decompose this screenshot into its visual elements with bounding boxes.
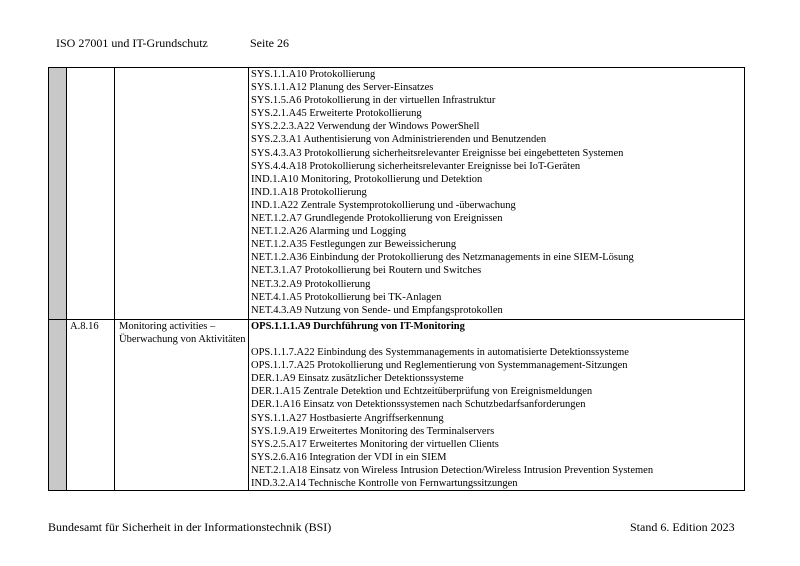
requirement-item: IND.3.2.A14 Technische Kontrolle von Fernwartungssitzungen (251, 478, 518, 490)
header-document-title: ISO 27001 und IT-Grundschutz (56, 36, 208, 50)
requirement-item: IND.1.A22 Zentrale Systemprotokollierung und -überwachung (251, 199, 516, 211)
control-title-cell (115, 68, 249, 320)
control-id-cell (67, 68, 115, 320)
control-id-cell: A.8.16 (67, 320, 115, 491)
requirement-item: OPS.1.1.7.A25 Protokollierung und Reglementierung von Systemmanagement-Sitzungen (251, 360, 628, 372)
requirement-item: SYS.2.1.A45 Erweiterte Protokollierung (251, 108, 422, 120)
requirement-item: NET.3.2.A9 Protokollierung (251, 278, 371, 290)
table-row (49, 320, 745, 491)
requirement-item: SYS.1.1.A12 Planung des Server-Einsatzes (251, 82, 434, 94)
requirement-item: NET.3.1.A7 Protokollierung bei Routern und Switches (251, 265, 482, 277)
shaded-cell (49, 68, 67, 320)
requirement-item: NET.4.3.A9 Nutzung von Sende- und Empfangsprotokollen (251, 304, 503, 316)
requirement-item: DER.1.A16 Einsatz von Detektionssystemen nach Schutzbedarfsanforderungen (251, 399, 586, 411)
requirement-item: NET.2.1.A18 Einsatz von Wireless Intrusion Detection/Wireless Intrusion Prevention Systemen (251, 464, 654, 476)
requirement-item: SYS.2.6.A16 Integration der VDI in ein SIEM (251, 451, 447, 463)
requirement-item: NET.1.2.A7 Grundlegende Protokollierung von Ereignissen (251, 213, 503, 225)
requirement-item: SYS.4.4.A18 Protokollierung sicherheitsrelevanter Ereignisse bei IoT-Geräten (251, 160, 581, 172)
requirement-item: NET.1.2.A35 Festlegungen zur Beweissicherung (251, 239, 457, 251)
requirement-item: NET.1.2.A26 Alarming und Logging (251, 226, 406, 238)
requirement-item: DER.1.A9 Einsatz zusätzlicher Detektionssysteme (251, 373, 464, 385)
requirement-item: SYS.2.5.A17 Erweitertes Monitoring der virtuellen Clients (251, 438, 499, 450)
requirement-item: SYS.1.1.A10 Protokollierung (251, 69, 376, 80)
shaded-cell (49, 320, 67, 491)
requirement-item: SYS.1.9.A19 Erweitertes Monitoring des Terminalservers (251, 425, 495, 437)
requirement-item: OPS.1.1.7.A22 Einbindung des Systemmanagements in automatisierte Detektionssysteme (251, 347, 629, 359)
footer-edition: Stand 6. Edition 2023 (630, 520, 735, 534)
requirements-cell (249, 68, 745, 320)
requirement-lead: OPS.1.1.1.A9 Durchführung von IT-Monitoring (251, 321, 465, 332)
requirement-item: SYS.4.3.A3 Protokollierung sicherheitsrelevanter Ereignisse bei eingebetteten Systemen (251, 147, 624, 159)
requirement-item: SYS.2.3.A1 Authentisierung von Administrierenden und Benutzenden (251, 134, 547, 146)
requirement-item: SYS.1.5.A6 Protokollierung in der virtuellen Infrastruktur (251, 95, 496, 107)
requirement-item: SYS.1.1.A27 Hostbasierte Angriffserkennung (251, 412, 444, 424)
requirement-item: IND.1.A10 Monitoring, Protokollierung und Detektion (251, 173, 483, 185)
requirement-item: SYS.2.2.3.A22 Verwendung der Windows PowerShell (251, 121, 480, 133)
requirement-item: IND.1.A18 Protokollierung (251, 186, 367, 198)
table-row (49, 68, 745, 320)
requirements-cell (249, 320, 745, 491)
control-title-cell: Monitoring activities – Überwachung von Aktivitäten (115, 320, 249, 491)
header-page-number: Seite 26 (250, 36, 289, 50)
mapping-table (48, 67, 745, 491)
requirement-item: DER.1.A15 Zentrale Detektion und Echtzeitüberprüfung von Ereignismeldungen (251, 386, 593, 398)
requirement-item: NET.4.1.A5 Protokollierung bei TK-Anlagen (251, 291, 442, 303)
requirement-item: NET.1.2.A36 Einbindung der Protokollierung des Netzmanagements in eine SIEM-Lösung (251, 252, 634, 264)
footer-publisher: Bundesamt für Sicherheit in der Informationstechnik (BSI) (48, 520, 332, 534)
